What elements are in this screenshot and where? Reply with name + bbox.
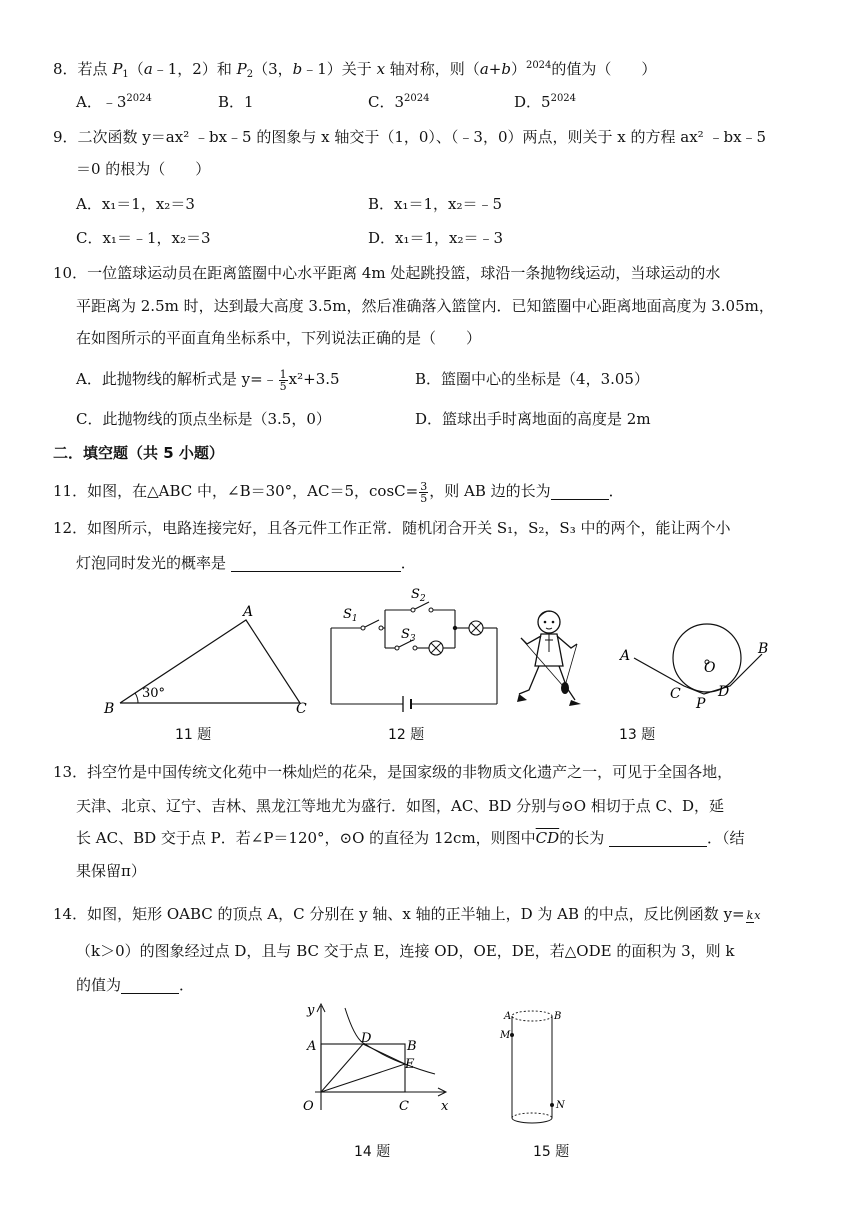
label-d: D — [718, 684, 730, 700]
q10-option-b: B．篮圈中心的坐标是（4，3.05） — [415, 370, 649, 388]
q8-option-d: D．$5^{2024}$ — [514, 93, 577, 111]
q10-option-c: C．此抛物线的顶点坐标是（3.5，0） — [76, 410, 331, 428]
question-9-line2: ＝0 的根为（ ） — [76, 160, 211, 178]
caption-11: 11 题 — [175, 727, 212, 743]
label-b: B — [104, 701, 115, 717]
fraction: $\frac{1}{5}$ — [279, 367, 287, 393]
question-14-line2: （k＞0）的图象经过点 D，且与 BC 交于点 E，连接 OD，OE，DE，若△ODE 的面积为 3，则 k — [76, 942, 735, 960]
question-11: 11．如图，在△ABC 中，∠B＝30°，AC＝5，cosC= $\frac{3}{5}$ ，则 AB 边的长为 ． — [53, 479, 624, 505]
label-c: C — [670, 686, 681, 702]
diabolo-player-illustration — [513, 604, 585, 714]
q8-option-a: A．$﹣3^{2024}$ — [76, 93, 152, 111]
label-s3: $S_3$ — [401, 627, 416, 644]
q10-option-a: A．此抛物线的解析式是 y=﹣ $\frac{1}{5}$ x²+3.5 — [76, 367, 340, 393]
q9-option-c: C．x₁＝﹣1，x₂＝3 — [76, 229, 211, 247]
caption-15: 15 题 — [533, 1144, 570, 1160]
question-10-line1: 10．一位篮球运动员在距离篮圈中心水平距离 4m 处起跳投篮，球沿一条抛物线运动，当球运动的水 — [53, 264, 721, 282]
q9-option-b: B．x₁＝1，x₂＝﹣5 — [368, 195, 503, 213]
label-m: M — [500, 1030, 511, 1041]
caption-13: 13 题 — [619, 727, 656, 743]
answer-blank — [121, 977, 179, 994]
label-a: A — [504, 1011, 512, 1022]
label-c: C — [296, 701, 307, 717]
q9-option-a: A．x₁＝1，x₂＝3 — [76, 195, 195, 213]
label-b: B — [554, 1011, 562, 1022]
question-8: 8．若点 $P_1(a﹣1$，2）和 $P_2(3$，b﹣1）关于 x 轴对称，则$(a+b)^{2024}$的值为（ ） — [53, 60, 657, 80]
figure-14-coordinate — [295, 998, 465, 1123]
label-a: A — [307, 1039, 317, 1054]
question-13-line4: 果保留π） — [76, 862, 146, 880]
figure-15-cylinder — [498, 1004, 578, 1129]
label-x: x — [441, 1099, 449, 1114]
figure-12-circuit — [325, 588, 505, 708]
label-b: B — [758, 641, 769, 657]
label-s2: $S_2$ — [411, 587, 426, 604]
label-o: O — [704, 660, 716, 676]
caption-14: 14 题 — [354, 1144, 391, 1160]
label-p: P — [696, 696, 706, 712]
question-14-line3: 的值为 ． — [76, 976, 195, 994]
question-12-line2: 灯泡同时发光的概率是 ． — [76, 554, 416, 572]
caption-12: 12 题 — [388, 727, 425, 743]
label-s1: $S_1$ — [343, 607, 358, 624]
label-n: N — [556, 1100, 565, 1111]
question-13-line3: 长 AC、BD 交于点 P．若∠P＝120°，⊙O 的直径为 12cm，则图中$\overline{CD}$的长为 ．（结 — [76, 829, 745, 847]
answer-blank — [551, 483, 609, 500]
figure-11-triangle — [100, 605, 340, 725]
label-b: B — [407, 1039, 417, 1054]
q10-option-d: D．篮球出手时离地面的高度是 2m — [415, 410, 651, 428]
label-o: O — [303, 1099, 314, 1114]
section-heading: 二．填空题（共 5 小题） — [53, 444, 224, 462]
label-e: E — [405, 1057, 415, 1072]
label-angle: 30° — [142, 686, 166, 701]
label-a: A — [620, 648, 631, 664]
answer-blank — [231, 555, 401, 572]
q8-option-c: C．$3^{2024}$ — [368, 93, 430, 111]
q9-option-d: D．x₁＝1，x₂＝﹣3 — [368, 229, 504, 247]
question-9-line1: 9．二次函数 y＝ax² ﹣bx﹣5 的图象与 x 轴交于（1，0）、（﹣3，0）两点，则关于 x 的方程 ax² ﹣bx﹣5 — [53, 128, 767, 146]
question-10-line2: 平距离为 2.5m 时，达到最大高度 3.5m，然后准确落入篮筐内．已知篮圈中心距离地面高度为 3.05m， — [76, 297, 774, 315]
label-a: A — [243, 604, 254, 620]
question-13-line1: 13．抖空竹是中国传统文化苑中一株灿烂的花朵，是国家级的非物质文化遗产之一，可见于全国各地， — [53, 763, 733, 781]
question-12-line1: 12．如图所示，电路连接完好，且各元件工作正常．随机闭合开关 S₁，S₂，S₃ 中的两个，能让两个小 — [53, 519, 731, 537]
label-d: D — [361, 1031, 372, 1046]
q8-option-b: B．1 — [218, 93, 254, 111]
answer-blank — [609, 830, 707, 847]
label-y: y — [307, 1003, 315, 1018]
figure-13-circle-tangents — [612, 598, 782, 718]
question-13-line2: 天津、北京、辽宁、吉林、黑龙江等地尤为盛行．如图，AC、BD 分别与⊙O 相切于点 C、D，延 — [76, 797, 725, 815]
question-14-line1: 14．如图，矩形 OABC 的顶点 A，C 分别在 y 轴、x 轴的正半轴上，D 为 AB 的中点，反比例函数 y= kx — [53, 905, 761, 923]
label-c: C — [399, 1099, 409, 1114]
question-10-line3: 在如图所示的平面直角坐标系中，下列说法正确的是（ ） — [76, 329, 482, 347]
q8-number: 8． — [53, 60, 78, 78]
